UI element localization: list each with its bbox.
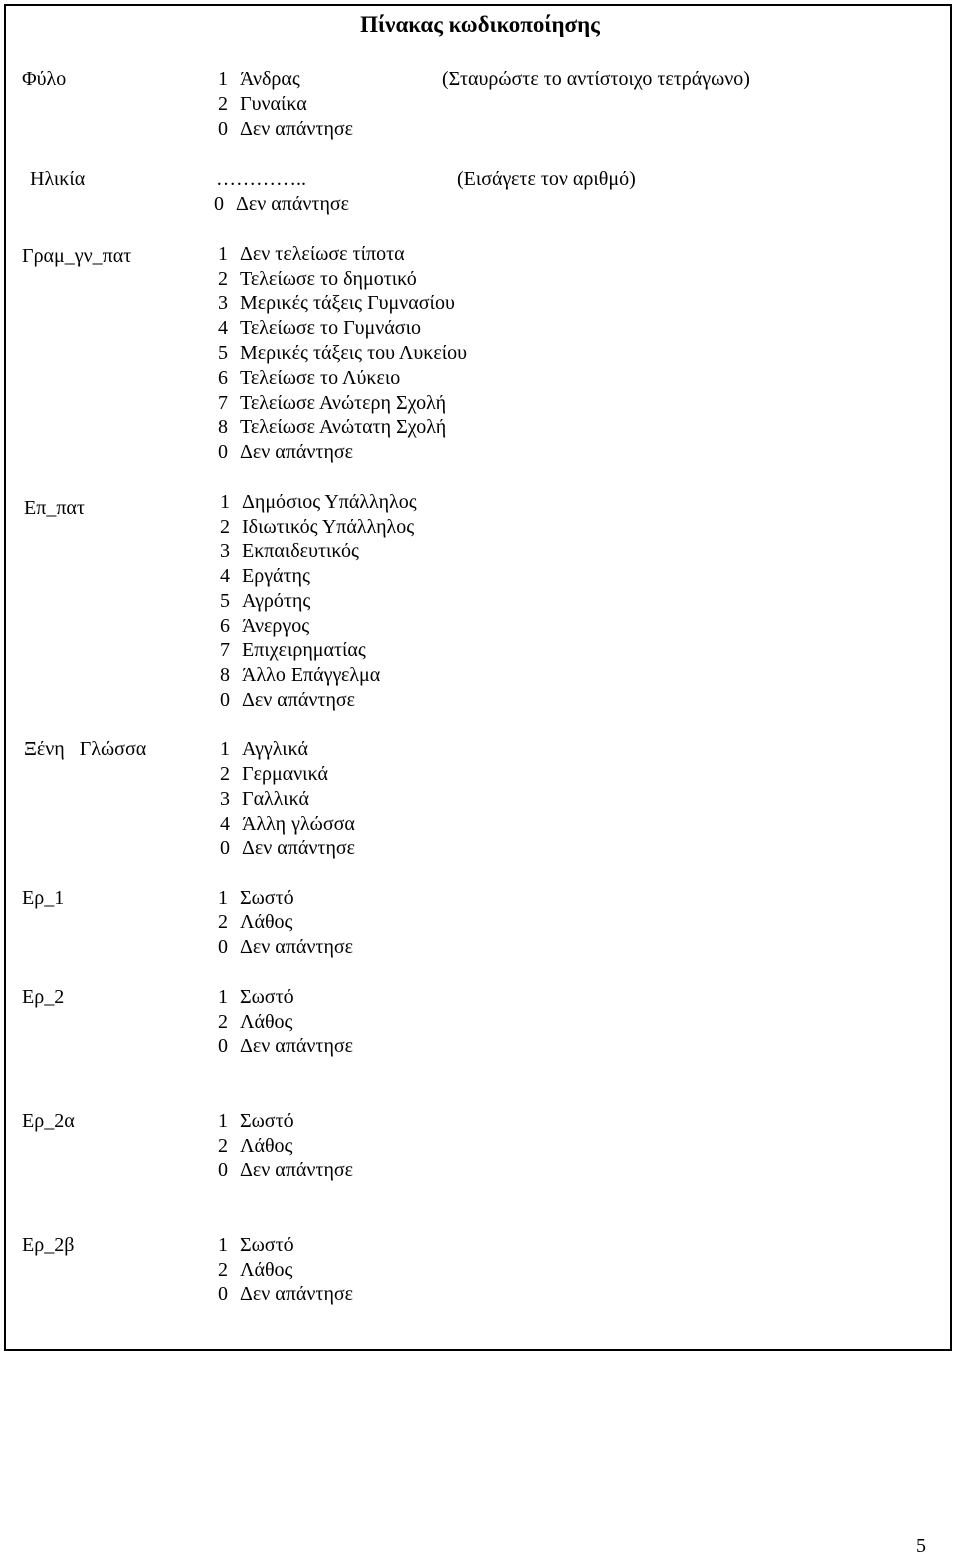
option-text: Γαλλικά bbox=[242, 788, 309, 810]
option-code: 1 bbox=[218, 887, 228, 909]
option-code: 3 bbox=[220, 540, 230, 562]
option-item bbox=[218, 1034, 353, 1059]
option-item bbox=[220, 614, 309, 639]
option-item bbox=[220, 812, 355, 837]
option-item bbox=[218, 92, 307, 117]
option-text: Αγγλικά bbox=[242, 738, 308, 760]
option-text: Αγρότης bbox=[242, 590, 311, 612]
field-label-parent-education: Γραμ_γν_πατ bbox=[22, 245, 132, 267]
option-text: Δεν απάντησε bbox=[240, 1035, 354, 1057]
option-code: 7 bbox=[220, 639, 230, 661]
option-code: 2 bbox=[220, 516, 230, 538]
field-note-age: (Εισάγετε τον αριθμό) bbox=[457, 168, 636, 190]
option-code: 8 bbox=[220, 664, 230, 686]
option-code: 3 bbox=[218, 292, 228, 314]
option-code: 0 bbox=[214, 193, 224, 215]
option-item bbox=[218, 910, 292, 935]
option-text: Δεν απάντησε bbox=[236, 193, 350, 215]
option-code: 0 bbox=[220, 837, 230, 859]
option-item bbox=[218, 366, 400, 391]
option-item bbox=[218, 267, 417, 292]
option-text: Άλλη γλώσσα bbox=[242, 813, 355, 835]
option-item bbox=[220, 638, 366, 663]
option-code: 2 bbox=[218, 93, 228, 115]
option-item bbox=[218, 1282, 353, 1307]
option-item bbox=[220, 688, 355, 713]
option-text: Τελείωσε το Λύκειο bbox=[240, 367, 401, 389]
option-text: Τελείωσε Ανώτατη Σχολή bbox=[240, 416, 447, 438]
option-item bbox=[218, 1258, 292, 1283]
option-code: 4 bbox=[220, 813, 230, 835]
option-code: 0 bbox=[218, 936, 228, 958]
option-text: Δημόσιος Υπάλληλος bbox=[242, 491, 417, 513]
option-item bbox=[220, 663, 380, 688]
option-code: 5 bbox=[218, 342, 228, 364]
option-item bbox=[220, 589, 310, 614]
option-item bbox=[218, 415, 446, 440]
page-number: 5 bbox=[916, 1535, 926, 1557]
option-text: Δεν απάντησε bbox=[240, 118, 354, 140]
option-text: Λάθος bbox=[240, 911, 293, 933]
option-item bbox=[218, 391, 446, 416]
option-item bbox=[218, 1158, 353, 1183]
option-code: 1 bbox=[220, 738, 230, 760]
option-text: Τελείωσε το Γυμνάσιο bbox=[240, 317, 421, 339]
option-code: 2 bbox=[218, 1011, 228, 1033]
option-item bbox=[218, 440, 353, 465]
option-text: Γυναίκα bbox=[240, 93, 307, 115]
option-text: Γερμανικά bbox=[242, 763, 328, 785]
option-text: Εκπαιδευτικός bbox=[242, 540, 359, 562]
option-item bbox=[218, 1134, 292, 1159]
option-text: Σωστό bbox=[240, 1110, 294, 1132]
option-code: 0 bbox=[218, 1159, 228, 1181]
option-text: Τελείωσε Ανώτερη Σχολή bbox=[240, 392, 447, 414]
option-text: Σωστό bbox=[240, 986, 294, 1008]
option-item bbox=[218, 886, 294, 911]
option-code: 0 bbox=[218, 441, 228, 463]
option-item bbox=[220, 787, 309, 812]
option-text: Δεν απάντησε bbox=[242, 837, 356, 859]
option-item bbox=[220, 762, 328, 787]
option-item bbox=[218, 985, 294, 1010]
option-text: Λάθος bbox=[240, 1135, 293, 1157]
option-text: Λάθος bbox=[240, 1011, 293, 1033]
option-item bbox=[218, 1109, 294, 1134]
field-label-question-1: Ερ_1 bbox=[22, 887, 65, 909]
document-frame bbox=[4, 4, 952, 1351]
option-item bbox=[218, 117, 353, 142]
field-label-question-2a: Ερ_2α bbox=[22, 1110, 75, 1132]
option-text: Δεν απάντησε bbox=[240, 441, 354, 463]
field-label-question-2: Ερ_2 bbox=[22, 986, 65, 1008]
option-text: Δεν απάντησε bbox=[240, 1283, 354, 1305]
option-code: 6 bbox=[220, 615, 230, 637]
option-code: 0 bbox=[218, 1283, 228, 1305]
option-code: 6 bbox=[218, 367, 228, 389]
field-blank-age: ………….. bbox=[216, 168, 306, 190]
option-code: 0 bbox=[220, 689, 230, 711]
field-note-gender: (Σταυρώστε το αντίστοιχο τετράγωνο) bbox=[442, 68, 750, 90]
option-code: 4 bbox=[218, 317, 228, 339]
option-item bbox=[218, 291, 455, 316]
field-label-parent-occupation: Επ_πατ bbox=[24, 497, 85, 519]
option-text: Δεν απάντησε bbox=[240, 1159, 354, 1181]
option-code: 2 bbox=[218, 1135, 228, 1157]
option-item bbox=[220, 737, 308, 762]
option-item bbox=[220, 515, 414, 540]
field-label-question-2b: Ερ_2β bbox=[22, 1234, 75, 1256]
option-item bbox=[218, 67, 300, 92]
option-text: Δεν απάντησε bbox=[242, 689, 356, 711]
option-code: 2 bbox=[218, 911, 228, 933]
option-code: 1 bbox=[220, 491, 230, 513]
option-text: Άλλο Επάγγελμα bbox=[242, 664, 381, 686]
field-label-age: Ηλικία bbox=[30, 168, 86, 190]
option-code: 4 bbox=[220, 565, 230, 587]
option-code: 2 bbox=[218, 1259, 228, 1281]
field-label-gender: Φύλο bbox=[22, 68, 67, 90]
option-item bbox=[218, 316, 421, 341]
option-code: 5 bbox=[220, 590, 230, 612]
option-code: 1 bbox=[218, 1234, 228, 1256]
field-label-foreign-language: Ξένη Γλώσσα bbox=[24, 738, 147, 760]
option-item bbox=[220, 490, 417, 515]
option-item bbox=[218, 242, 405, 267]
option-text: Μερικές τάξεις του Λυκείου bbox=[240, 342, 468, 364]
page-title: Πίνακας κωδικοποίησης bbox=[360, 12, 600, 37]
option-text: Τελείωσε το δημοτικό bbox=[240, 268, 417, 290]
option-text: Δεν τελείωσε τίποτα bbox=[240, 243, 405, 265]
option-code: 2 bbox=[218, 268, 228, 290]
option-text: Επιχειρηματίας bbox=[242, 639, 366, 661]
option-item bbox=[218, 1010, 292, 1035]
option-code: 7 bbox=[218, 392, 228, 414]
option-code: 0 bbox=[218, 1035, 228, 1057]
option-code: 2 bbox=[220, 763, 230, 785]
option-item bbox=[220, 564, 310, 589]
option-text: Σωστό bbox=[240, 1234, 294, 1256]
option-item bbox=[218, 935, 353, 960]
option-code: 1 bbox=[218, 1110, 228, 1132]
option-item bbox=[214, 192, 349, 217]
option-text: Δεν απάντησε bbox=[240, 936, 354, 958]
option-text: Σωστό bbox=[240, 887, 294, 909]
option-code: 1 bbox=[218, 986, 228, 1008]
option-text: Μερικές τάξεις Γυμνασίου bbox=[240, 292, 455, 314]
option-text: Ιδιωτικός Υπάλληλος bbox=[242, 516, 415, 538]
option-text: Άνδρας bbox=[240, 68, 300, 90]
option-item bbox=[218, 1233, 294, 1258]
option-code: 1 bbox=[218, 243, 228, 265]
option-text: Λάθος bbox=[240, 1259, 293, 1281]
option-text: Άνεργος bbox=[242, 615, 310, 637]
option-code: 1 bbox=[218, 68, 228, 90]
option-code: 3 bbox=[220, 788, 230, 810]
option-item bbox=[220, 836, 355, 861]
option-code: 0 bbox=[218, 118, 228, 140]
option-code: 8 bbox=[218, 416, 228, 438]
option-item bbox=[220, 539, 359, 564]
option-item bbox=[218, 341, 467, 366]
option-text: Εργάτης bbox=[242, 565, 310, 587]
